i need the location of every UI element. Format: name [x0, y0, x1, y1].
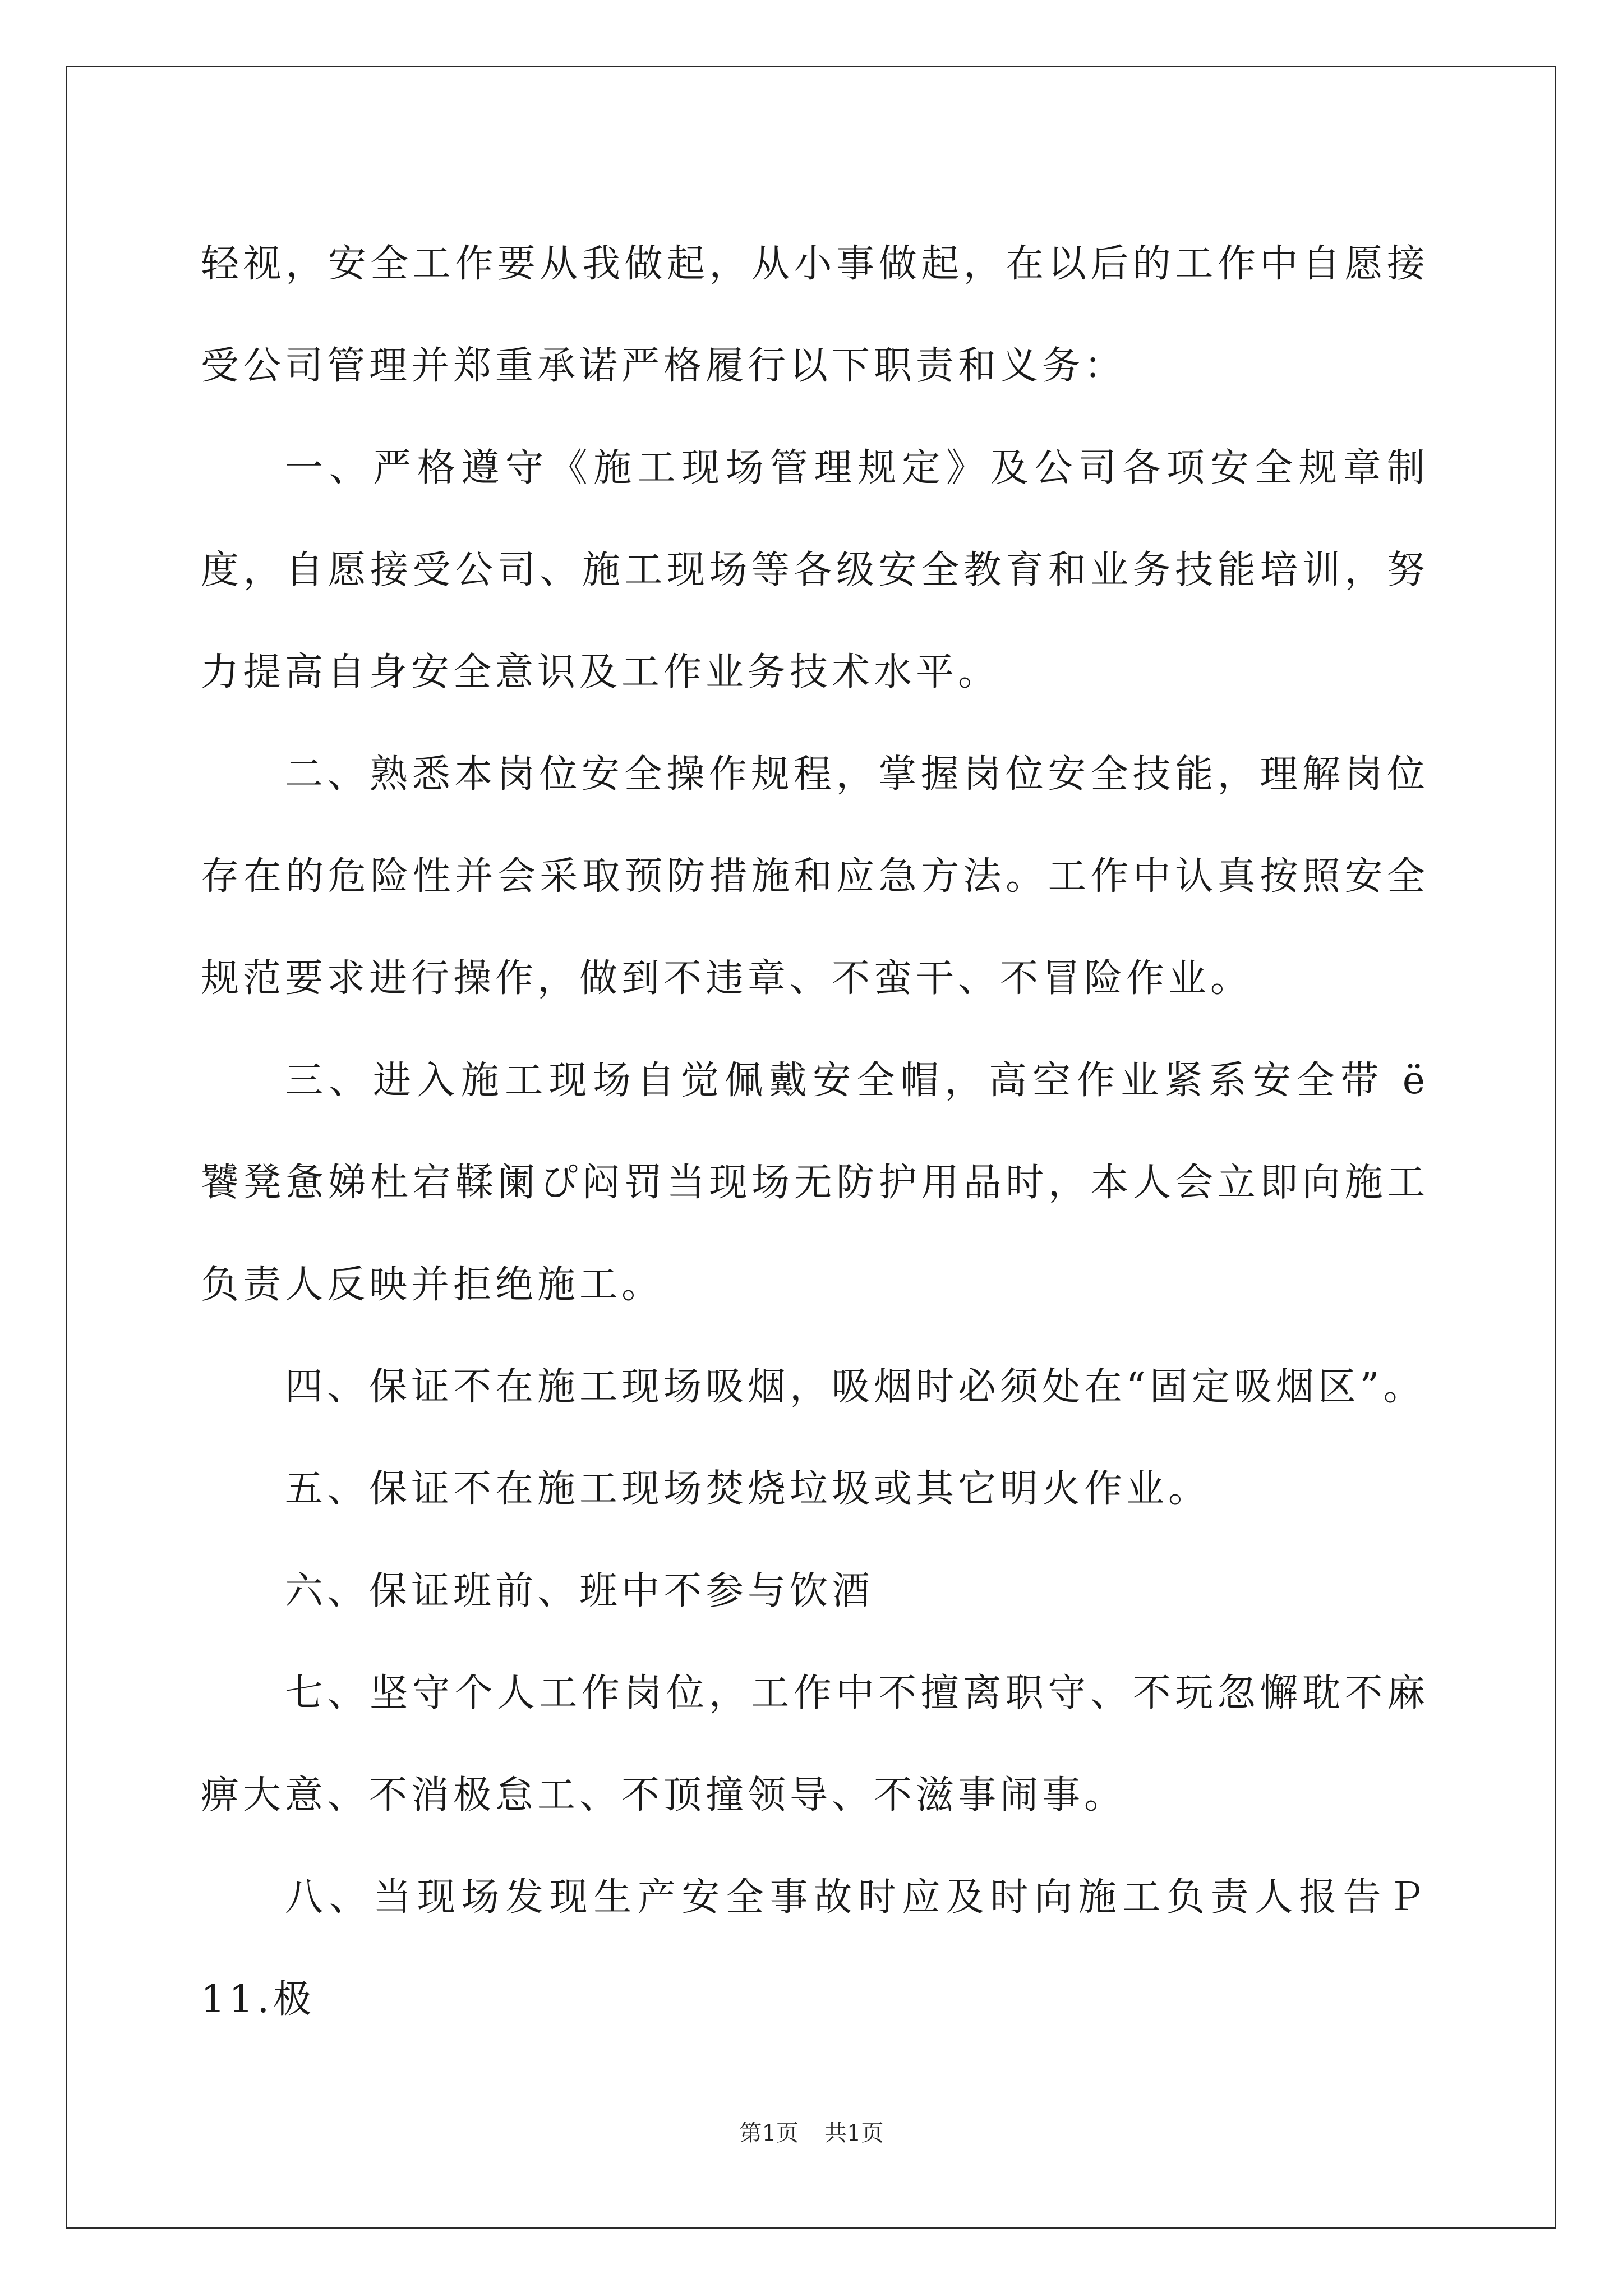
- paragraph-item-4: 四、保证不在施工现场吸烟，吸烟时必须处在“固定吸烟区”。: [285, 1365, 1426, 1409]
- document-body: [201, 213, 1429, 2051]
- paragraph-item-1: 一、严格遵守《施工现场管理规定》及公司各项安全规章制度，自愿接受公司、施工现场等各级安全教育和业务技能培训，努力提高自身安全意识及工作业务技术水平。: [201, 446, 1429, 694]
- paragraph-item-7: 七、坚守个人工作岗位，工作中不擅离职守、不玩忽懈耽不麻痹大意、不消极怠工、不顶撞领导、不滋事闹事。: [201, 1671, 1429, 1818]
- page-total: 共1页: [824, 2120, 884, 2146]
- page-number: 第1页: [739, 2120, 799, 2146]
- paragraph-item-8: 八、当现场发现生产安全事故时应及时向施工负责人报告Ｐ11.极: [201, 1875, 1429, 2022]
- paragraph-item-5: 五、保证不在施工现场焚烧垃圾或其它明火作业。: [285, 1467, 1211, 1511]
- page-footer: [0, 2118, 1623, 2149]
- paragraph-item-3: 三、进入施工现场自觉佩戴安全帽，高空作业紧系安全带 ё 饕凳惫娣杜宕鞣阑ぴ闷罚当现场无防护用品时，本人会立即向施工负责人反映并拒绝施工。: [201, 1059, 1429, 1307]
- paragraph-item-2: 二、熟悉本岗位安全操作规程，掌握岗位安全技能，理解岗位存在的危险性并会采取预防措施和应急方法。工作中认真按照安全规范要求进行操作，做到不违章、不蛮干、不冒险作业。: [201, 752, 1429, 1001]
- paragraph-item-6: 六、保证班前、班中不参与饮酒: [285, 1569, 874, 1613]
- paragraph-intro: 轻视，安全工作要从我做起，从小事做起，在以后的工作中自愿接受公司管理并郑重承诺严格履行以下职责和义务：: [201, 242, 1429, 388]
